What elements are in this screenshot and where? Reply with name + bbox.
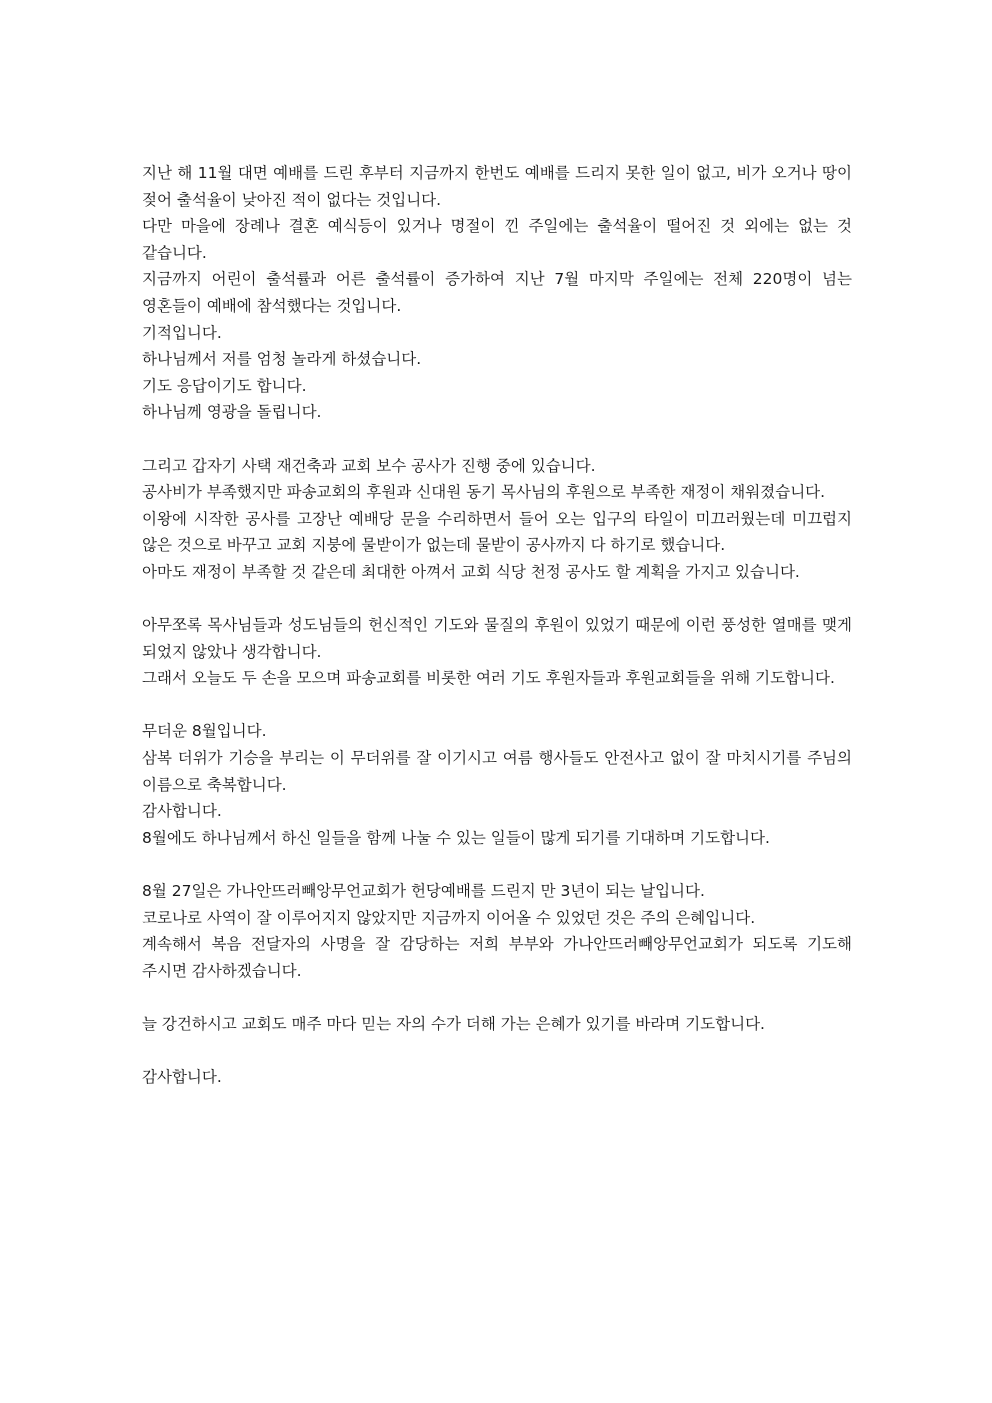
paragraph: 지금까지 어린이 출석률과 어른 출석률이 증가하여 지난 7월 마지막 주일에는 전체 220명이 넘는 영혼들이 예배에 참석했다는 것입니다. — [142, 270, 852, 315]
paragraph: 지난 해 11월 대면 예배를 드린 후부터 지금까지 한번도 예배를 드리지 못한 일이 없고, 비가 오거나 땅이 젖어 출석율이 낮아진 적이 없다는 것입니다. — [142, 164, 852, 209]
paragraph: 그리고 갑자기 사택 재건축과 교회 보수 공사가 진행 중에 있습니다. — [142, 456, 596, 475]
paragraph: 무더운 8월입니다. — [142, 722, 267, 741]
paragraph: 삼복 더위가 기승을 부리는 이 무더위를 잘 이기시고 여름 행사들도 안전사고 없이 잘 마치시기를 주님의 이름으로 축복합니다. — [142, 749, 852, 794]
paragraph: 계속해서 복음 전달자의 사명을 잘 감당하는 저희 부부와 가나안뜨러빼앙무언교회가 되도록 기도해 주시면 감사하겠습니다. — [142, 935, 852, 980]
paragraph: 기적입니다. — [142, 323, 222, 342]
paragraph: 그래서 오늘도 두 손을 모으며 파송교회를 비롯한 여러 기도 후원자들과 후원교회들을 위해 기도합니다. — [142, 669, 835, 688]
paragraph: 늘 강건하시고 교회도 매주 마다 믿는 자의 수가 더해 가는 은혜가 있기를 바라며 기도합니다. — [142, 1015, 765, 1033]
paragraph: 하나님께서 저를 엄청 놀라게 하셨습니다. — [142, 350, 422, 369]
paragraph: 공사비가 부족했지만 파송교회의 후원과 신대원 동기 목사님의 후원으로 부족한 재정이 채워졌습니다. — [142, 483, 826, 502]
closing-line: 감사합니다. — [142, 1068, 222, 1087]
paragraph: 8월 27일은 가나안뜨러빼앙무언교회가 헌당예배를 드린지 만 3년이 되는 날입니다. — [142, 882, 705, 901]
paragraph: 다만 마을에 장례나 결혼 예식등이 있거나 명절이 낀 주일에는 출석율이 떨어진 것 외에는 없는 것 같습니다. — [142, 217, 852, 262]
paragraph: 8월에도 하나님께서 하신 일들을 함께 나눌 수 있는 일들이 많게 되기를 기대하며 기도합니다. — [142, 828, 770, 847]
paragraph: 코로나로 사역이 잘 이루어지지 않았지만 지금까지 이어올 수 있었던 것은 주의 은혜입니다. — [142, 908, 756, 927]
paragraph: 아마도 재정이 부족할 것 같은데 최대한 아껴서 교회 식당 천정 공사도 할 계획을 가지고 있습니다. — [142, 562, 800, 581]
paragraph: 아무쪼록 목사님들과 성도님들의 헌신적인 기도와 물질의 후원이 있었기 때문에 이런 풍성한 열매를 맺게 되었지 않았나 생각합니다. — [142, 616, 852, 661]
letter-body — [142, 160, 852, 1091]
paragraph: 이왕에 시작한 공사를 고장난 예배당 문을 수리하면서 들어 오는 입구의 타일이 미끄러웠는데 미끄럽지 않은 것으로 바꾸고 교회 지붕에 물받이가 없는데 물받이 공사까지 다 하기로 했습니다. — [142, 509, 852, 555]
paragraph: 감사합니다. — [142, 802, 222, 821]
paragraph: 기도 응답이기도 합니다. — [142, 376, 307, 395]
paragraph: 하나님께 영광을 돌립니다. — [142, 403, 322, 422]
